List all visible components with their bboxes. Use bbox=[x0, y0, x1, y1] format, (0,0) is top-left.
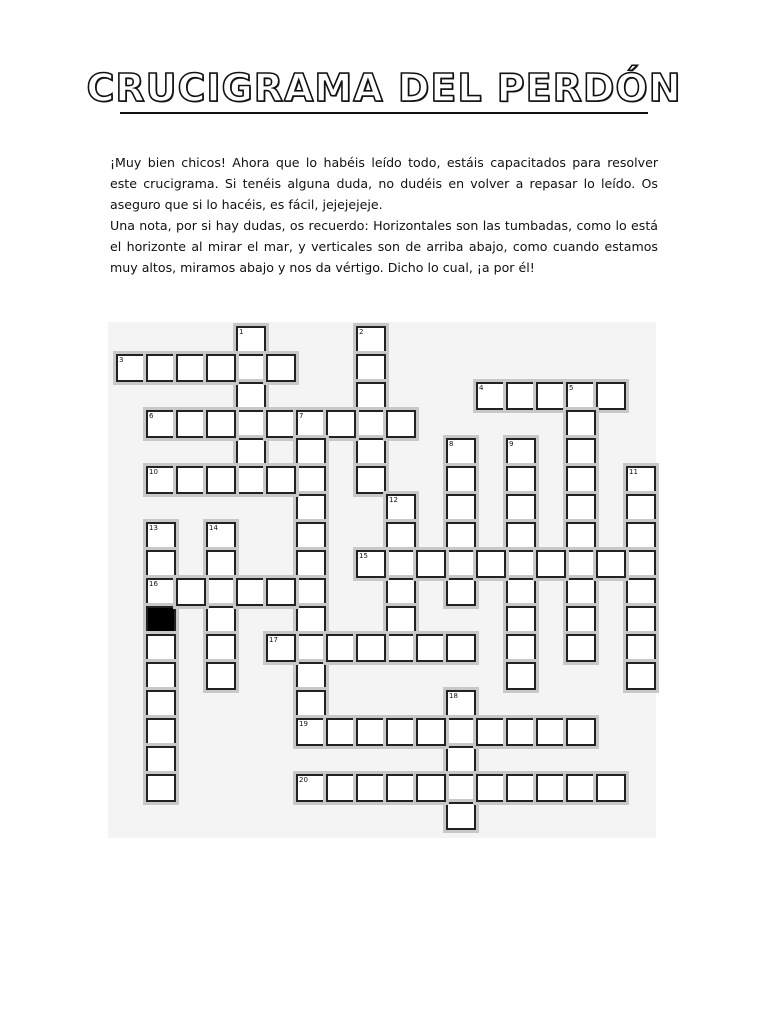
crossword-cell[interactable] bbox=[176, 578, 206, 606]
crossword-cell[interactable] bbox=[626, 606, 656, 634]
crossword-cell[interactable] bbox=[446, 550, 476, 578]
crossword-cell[interactable] bbox=[296, 634, 326, 662]
crossword-cell[interactable] bbox=[506, 578, 536, 606]
crossword-cell[interactable] bbox=[356, 354, 386, 382]
crossword-cell[interactable] bbox=[116, 354, 146, 382]
crossword-cell[interactable] bbox=[266, 354, 296, 382]
crossword-cell[interactable] bbox=[596, 382, 626, 410]
crossword-cell[interactable] bbox=[506, 550, 536, 578]
clue-number-8: 8 bbox=[449, 440, 454, 448]
crossword-cell[interactable] bbox=[566, 634, 596, 662]
clue-number-7: 7 bbox=[299, 412, 304, 420]
crossword-cell[interactable] bbox=[566, 494, 596, 522]
crossword-cell[interactable] bbox=[626, 494, 656, 522]
crossword-cell[interactable] bbox=[476, 550, 506, 578]
crossword-cell[interactable] bbox=[326, 774, 356, 802]
clue-number-13: 13 bbox=[149, 524, 158, 532]
crossword-cell[interactable] bbox=[356, 718, 386, 746]
crossword-cell[interactable] bbox=[146, 466, 176, 494]
clue-number-18: 18 bbox=[449, 692, 458, 700]
crossword-cell[interactable] bbox=[446, 578, 476, 606]
crossword-cell[interactable] bbox=[236, 326, 266, 354]
clue-number-14: 14 bbox=[209, 524, 218, 532]
crossword-cell[interactable] bbox=[356, 438, 386, 466]
crossword-cell[interactable] bbox=[296, 410, 326, 438]
crossword-cell[interactable] bbox=[206, 354, 236, 382]
crossword-cell[interactable] bbox=[296, 494, 326, 522]
crossword-cell[interactable] bbox=[356, 550, 386, 578]
crossword-cell[interactable] bbox=[356, 326, 386, 354]
crossword-cell[interactable] bbox=[146, 774, 176, 802]
crossword-cell[interactable] bbox=[566, 606, 596, 634]
crossword-cell[interactable] bbox=[506, 774, 536, 802]
clue-number-12: 12 bbox=[389, 496, 398, 504]
crossword-cell[interactable] bbox=[266, 410, 296, 438]
crossword-cell[interactable] bbox=[266, 578, 296, 606]
page-title: CRUCIGRAMA DEL PERDÓN bbox=[86, 66, 682, 110]
crossword-cell[interactable] bbox=[506, 466, 536, 494]
crossword-cell[interactable] bbox=[566, 438, 596, 466]
crossword-cell bbox=[146, 606, 176, 634]
crossword-cell[interactable] bbox=[416, 550, 446, 578]
clue-number-2: 2 bbox=[359, 328, 364, 336]
crossword-cell[interactable] bbox=[626, 634, 656, 662]
crossword-cell[interactable] bbox=[206, 634, 236, 662]
crossword-cell[interactable] bbox=[236, 410, 266, 438]
crossword-cell[interactable] bbox=[386, 410, 416, 438]
crossword-cell[interactable] bbox=[476, 382, 506, 410]
crossword-cell[interactable] bbox=[146, 662, 176, 690]
crossword-cell[interactable] bbox=[236, 578, 266, 606]
crossword-cell[interactable] bbox=[386, 718, 416, 746]
crossword-cell[interactable] bbox=[296, 438, 326, 466]
crossword-cell[interactable] bbox=[446, 774, 476, 802]
clue-number-5: 5 bbox=[569, 384, 574, 392]
crossword-cell[interactable] bbox=[146, 634, 176, 662]
crossword-cell[interactable] bbox=[416, 634, 446, 662]
crossword-cell[interactable] bbox=[566, 578, 596, 606]
crossword-cell[interactable] bbox=[506, 718, 536, 746]
crossword-cell[interactable] bbox=[356, 634, 386, 662]
crossword-cell[interactable] bbox=[206, 550, 236, 578]
crossword-cell[interactable] bbox=[536, 774, 566, 802]
intro-paragraph-2: Una nota, por si hay dudas, os recuerdo: Horizontales son las tumbadas, como lo está el horizonte al mirar el mar, y verticales son de arriba abajo, como cuando estamos muy altos, miramos abajo y nos da vértigo. Dicho lo cual, ¡a por él! bbox=[110, 218, 658, 275]
crossword-cell[interactable] bbox=[296, 578, 326, 606]
crossword-cell[interactable] bbox=[626, 466, 656, 494]
clue-number-17: 17 bbox=[269, 636, 278, 644]
crossword-cell[interactable] bbox=[356, 382, 386, 410]
crossword-cell[interactable] bbox=[506, 382, 536, 410]
crossword-cell[interactable] bbox=[206, 578, 236, 606]
crossword-cell[interactable] bbox=[386, 522, 416, 550]
crossword-cell[interactable] bbox=[566, 382, 596, 410]
crossword-cell[interactable] bbox=[566, 718, 596, 746]
crossword-cell[interactable] bbox=[626, 522, 656, 550]
crossword-cell[interactable] bbox=[236, 354, 266, 382]
crossword-cell[interactable] bbox=[476, 718, 506, 746]
title-underline bbox=[120, 112, 648, 114]
crossword-cell[interactable] bbox=[386, 606, 416, 634]
crossword-cell[interactable] bbox=[146, 746, 176, 774]
crossword-cell[interactable] bbox=[176, 466, 206, 494]
crossword-cell[interactable] bbox=[206, 606, 236, 634]
crossword-cell[interactable] bbox=[146, 354, 176, 382]
crossword-cell[interactable] bbox=[146, 522, 176, 550]
crossword-cell[interactable] bbox=[236, 382, 266, 410]
crossword-cell[interactable] bbox=[356, 466, 386, 494]
crossword-cell[interactable] bbox=[296, 774, 326, 802]
crossword-cell[interactable] bbox=[236, 438, 266, 466]
crossword-cell[interactable] bbox=[326, 718, 356, 746]
intro-paragraph-1: ¡Muy bien chicos! Ahora que lo habéis leído todo, estáis capacitados para resolver este crucigrama. Si tenéis alguna duda, no dudéis en volver a repasar lo leído. Os aseguro que si lo hacéis, es fácil, jejejejeje. bbox=[110, 155, 658, 212]
crossword-cell[interactable] bbox=[446, 494, 476, 522]
crossword-cell[interactable] bbox=[446, 802, 476, 830]
intro-text bbox=[110, 152, 658, 278]
crossword-cell[interactable] bbox=[506, 494, 536, 522]
crossword-cell[interactable] bbox=[416, 774, 446, 802]
crossword-cell[interactable] bbox=[296, 606, 326, 634]
crossword-cell[interactable] bbox=[416, 718, 446, 746]
crossword-cell[interactable] bbox=[506, 606, 536, 634]
crossword-cell[interactable] bbox=[446, 466, 476, 494]
clue-number-10: 10 bbox=[149, 468, 158, 476]
crossword-cell[interactable] bbox=[206, 522, 236, 550]
crossword-cell[interactable] bbox=[176, 410, 206, 438]
crossword-cell[interactable] bbox=[266, 634, 296, 662]
crossword-cell[interactable] bbox=[446, 690, 476, 718]
clue-number-1: 1 bbox=[239, 328, 244, 336]
crossword-cell[interactable] bbox=[386, 550, 416, 578]
crossword-cell[interactable] bbox=[506, 634, 536, 662]
clue-number-20: 20 bbox=[299, 776, 308, 784]
crossword-cell[interactable] bbox=[506, 662, 536, 690]
crossword-cell[interactable] bbox=[386, 494, 416, 522]
crossword-cell[interactable] bbox=[206, 466, 236, 494]
crossword-cell[interactable] bbox=[566, 466, 596, 494]
crossword-cell[interactable] bbox=[206, 410, 236, 438]
clue-number-19: 19 bbox=[299, 720, 308, 728]
crossword-cell[interactable] bbox=[326, 410, 356, 438]
crossword-cell[interactable] bbox=[356, 774, 386, 802]
clue-number-9: 9 bbox=[509, 440, 514, 448]
crossword-cell[interactable] bbox=[296, 718, 326, 746]
crossword-cell[interactable] bbox=[446, 634, 476, 662]
crossword-cell[interactable] bbox=[386, 634, 416, 662]
crossword-cell[interactable] bbox=[296, 662, 326, 690]
crossword-cell[interactable] bbox=[446, 438, 476, 466]
crossword-cell[interactable] bbox=[296, 522, 326, 550]
clue-number-15: 15 bbox=[359, 552, 368, 560]
crossword-grid bbox=[108, 322, 656, 838]
crossword-cell[interactable] bbox=[566, 774, 596, 802]
crossword-cell[interactable] bbox=[236, 466, 266, 494]
crossword-cell[interactable] bbox=[326, 634, 356, 662]
crossword-cell[interactable] bbox=[566, 550, 596, 578]
crossword-cell[interactable] bbox=[146, 718, 176, 746]
crossword-cell[interactable] bbox=[446, 522, 476, 550]
clue-number-4: 4 bbox=[479, 384, 484, 392]
crossword-cell[interactable] bbox=[596, 774, 626, 802]
crossword-cell[interactable] bbox=[446, 718, 476, 746]
crossword-cell[interactable] bbox=[296, 466, 326, 494]
crossword-cell[interactable] bbox=[596, 550, 626, 578]
crossword-cell[interactable] bbox=[536, 550, 566, 578]
crossword-cell[interactable] bbox=[386, 578, 416, 606]
crossword-cell[interactable] bbox=[206, 662, 236, 690]
crossword-cell[interactable] bbox=[296, 550, 326, 578]
crossword-cell[interactable] bbox=[626, 550, 656, 578]
crossword-cell[interactable] bbox=[266, 466, 296, 494]
clue-number-3: 3 bbox=[119, 356, 124, 364]
crossword-cell[interactable] bbox=[146, 578, 176, 606]
crossword-cell[interactable] bbox=[626, 578, 656, 606]
crossword-cell[interactable] bbox=[356, 410, 386, 438]
crossword-cell[interactable] bbox=[626, 662, 656, 690]
crossword-cell[interactable] bbox=[536, 382, 566, 410]
crossword-cell[interactable] bbox=[506, 438, 536, 466]
crossword-cell[interactable] bbox=[536, 718, 566, 746]
crossword-cell[interactable] bbox=[386, 774, 416, 802]
crossword-cell[interactable] bbox=[146, 410, 176, 438]
clue-number-16: 16 bbox=[149, 580, 158, 588]
clue-number-6: 6 bbox=[149, 412, 154, 420]
crossword-cell[interactable] bbox=[146, 690, 176, 718]
crossword-cell[interactable] bbox=[566, 522, 596, 550]
crossword-cell[interactable] bbox=[146, 550, 176, 578]
crossword-cell[interactable] bbox=[446, 746, 476, 774]
crossword-cell[interactable] bbox=[176, 354, 206, 382]
crossword-cell[interactable] bbox=[296, 690, 326, 718]
crossword-cell[interactable] bbox=[506, 522, 536, 550]
crossword-cell[interactable] bbox=[566, 410, 596, 438]
crossword-cell[interactable] bbox=[476, 774, 506, 802]
clue-number-11: 11 bbox=[629, 468, 638, 476]
